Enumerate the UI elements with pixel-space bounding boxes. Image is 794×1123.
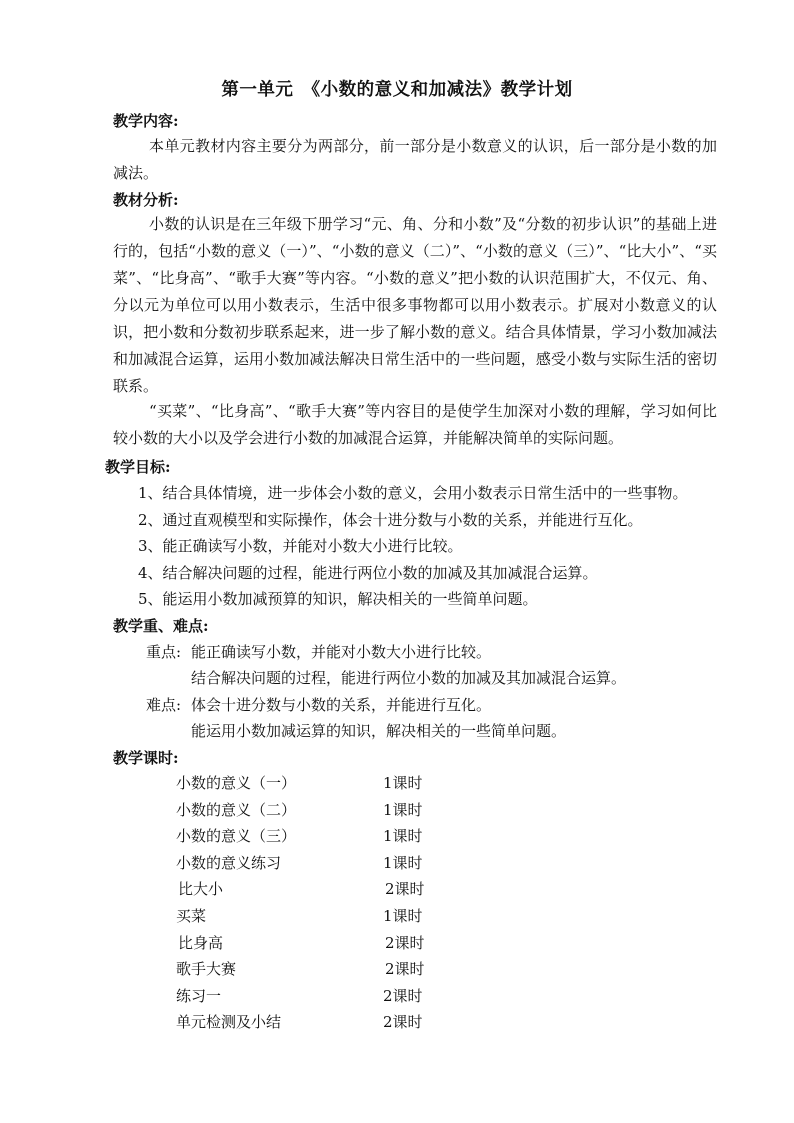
lesson-name: 比身高 xyxy=(178,933,224,952)
goal-item: 1、结合具体情境，进一步体会小数的意义，会用小数表示日常生活中的一些事物。 xyxy=(138,484,688,502)
lesson-name: 小数的意义（一） xyxy=(176,774,297,792)
content-paragraph: 本单元教材内容主要分为两部分，前一部分是小数意义的认识，后一部分是小数的加减法。 xyxy=(113,137,717,182)
lesson-name: 买菜 xyxy=(176,906,207,925)
lesson-hours: 1课时 xyxy=(383,906,423,925)
key-point-item: 结合解决问题的过程，能进行两位小数的加减及其加减混合运算。 xyxy=(191,669,627,687)
goal-item: 2、通过直观模型和实际操作，体会十进分数与小数的关系，并能进行互化。 xyxy=(138,511,643,529)
lesson-hours: 1课时 xyxy=(383,853,423,872)
lesson-name: 练习一 xyxy=(176,986,222,1005)
lesson-name: 歌手大赛 xyxy=(176,960,237,979)
goal-item: 4、结合解决问题的过程，能进行两位小数的加减及其加减混合运算。 xyxy=(138,564,598,582)
lesson-hours: 1课时 xyxy=(383,774,423,792)
difficulty-item: 体会十进分数与小数的关系，并能进行互化。 xyxy=(191,696,492,714)
analysis-paragraph-1: 小数的认识是在三年级下册学习“元、角、分和小数”及“分数的初步认识”的基础上进行的，包括“小数的意义（一）”、“小数的意义（二）”、“小数的意义（三）”、“比大小”、“买菜”、“比身高”、“歌手大赛”等内容。“小数的意义”把小数的认识范围扩大，不仅元、角、分以元为单位可以用小数表示，生活中很多事物都可以用小数表示。扩展对小数意义的认识，把小数和分数初步联系起来，进一步了解小数的意义。结合具体情景，学习小数加减法和加减混合运算，运用小数加减法解决日常生活中的一些问题，感受小数与实际生活的密切联系。 xyxy=(113,215,717,395)
lesson-hours: 2课时 xyxy=(385,960,425,979)
lesson-name: 小数的意义练习 xyxy=(176,853,282,872)
lesson-hours: 2课时 xyxy=(383,986,423,1005)
goals-heading: 教学目标: xyxy=(105,458,171,476)
goal-item: 3、能正确读写小数，并能对小数大小进行比较。 xyxy=(138,537,463,555)
lesson-hours: 2课时 xyxy=(385,933,425,952)
lesson-hours: 2课时 xyxy=(383,1013,423,1032)
key-points-heading: 教学重、难点: xyxy=(113,617,209,635)
content-heading: 教学内容: xyxy=(113,112,179,130)
lesson-name: 比大小 xyxy=(178,880,224,899)
lesson-hours: 2课时 xyxy=(385,880,425,899)
difficulty-item: 能运用小数加减运算的知识，解决相关的一些简单问题。 xyxy=(191,722,567,740)
key-point-label: 重点: xyxy=(146,643,182,661)
analysis-heading: 教材分析: xyxy=(113,191,179,209)
lesson-name: 小数的意义（二） xyxy=(176,800,297,819)
lesson-hours: 1课时 xyxy=(383,800,423,819)
analysis-paragraph-2: “买菜”、“比身高”、“歌手大赛”等内容目的是使学生加深对小数的理解，学习如何比较小数的大小以及学会进行小数的加减混合运算，并能解决简单的实际问题。 xyxy=(113,402,717,447)
lesson-name: 小数的意义（三） xyxy=(176,827,297,846)
difficulty-label: 难点: xyxy=(146,696,182,714)
key-point-item: 能正确读写小数，并能对小数大小进行比较。 xyxy=(191,643,492,661)
hours-heading: 教学课时: xyxy=(113,749,179,767)
goal-item: 5、能运用小数加减预算的知识，解决相关的一些简单问题。 xyxy=(138,590,538,608)
lesson-name: 单元检测及小结 xyxy=(176,1013,282,1032)
lesson-hours: 1课时 xyxy=(383,827,423,846)
page-title: 第一单元 《小数的意义和加减法》教学计划 xyxy=(221,80,573,100)
